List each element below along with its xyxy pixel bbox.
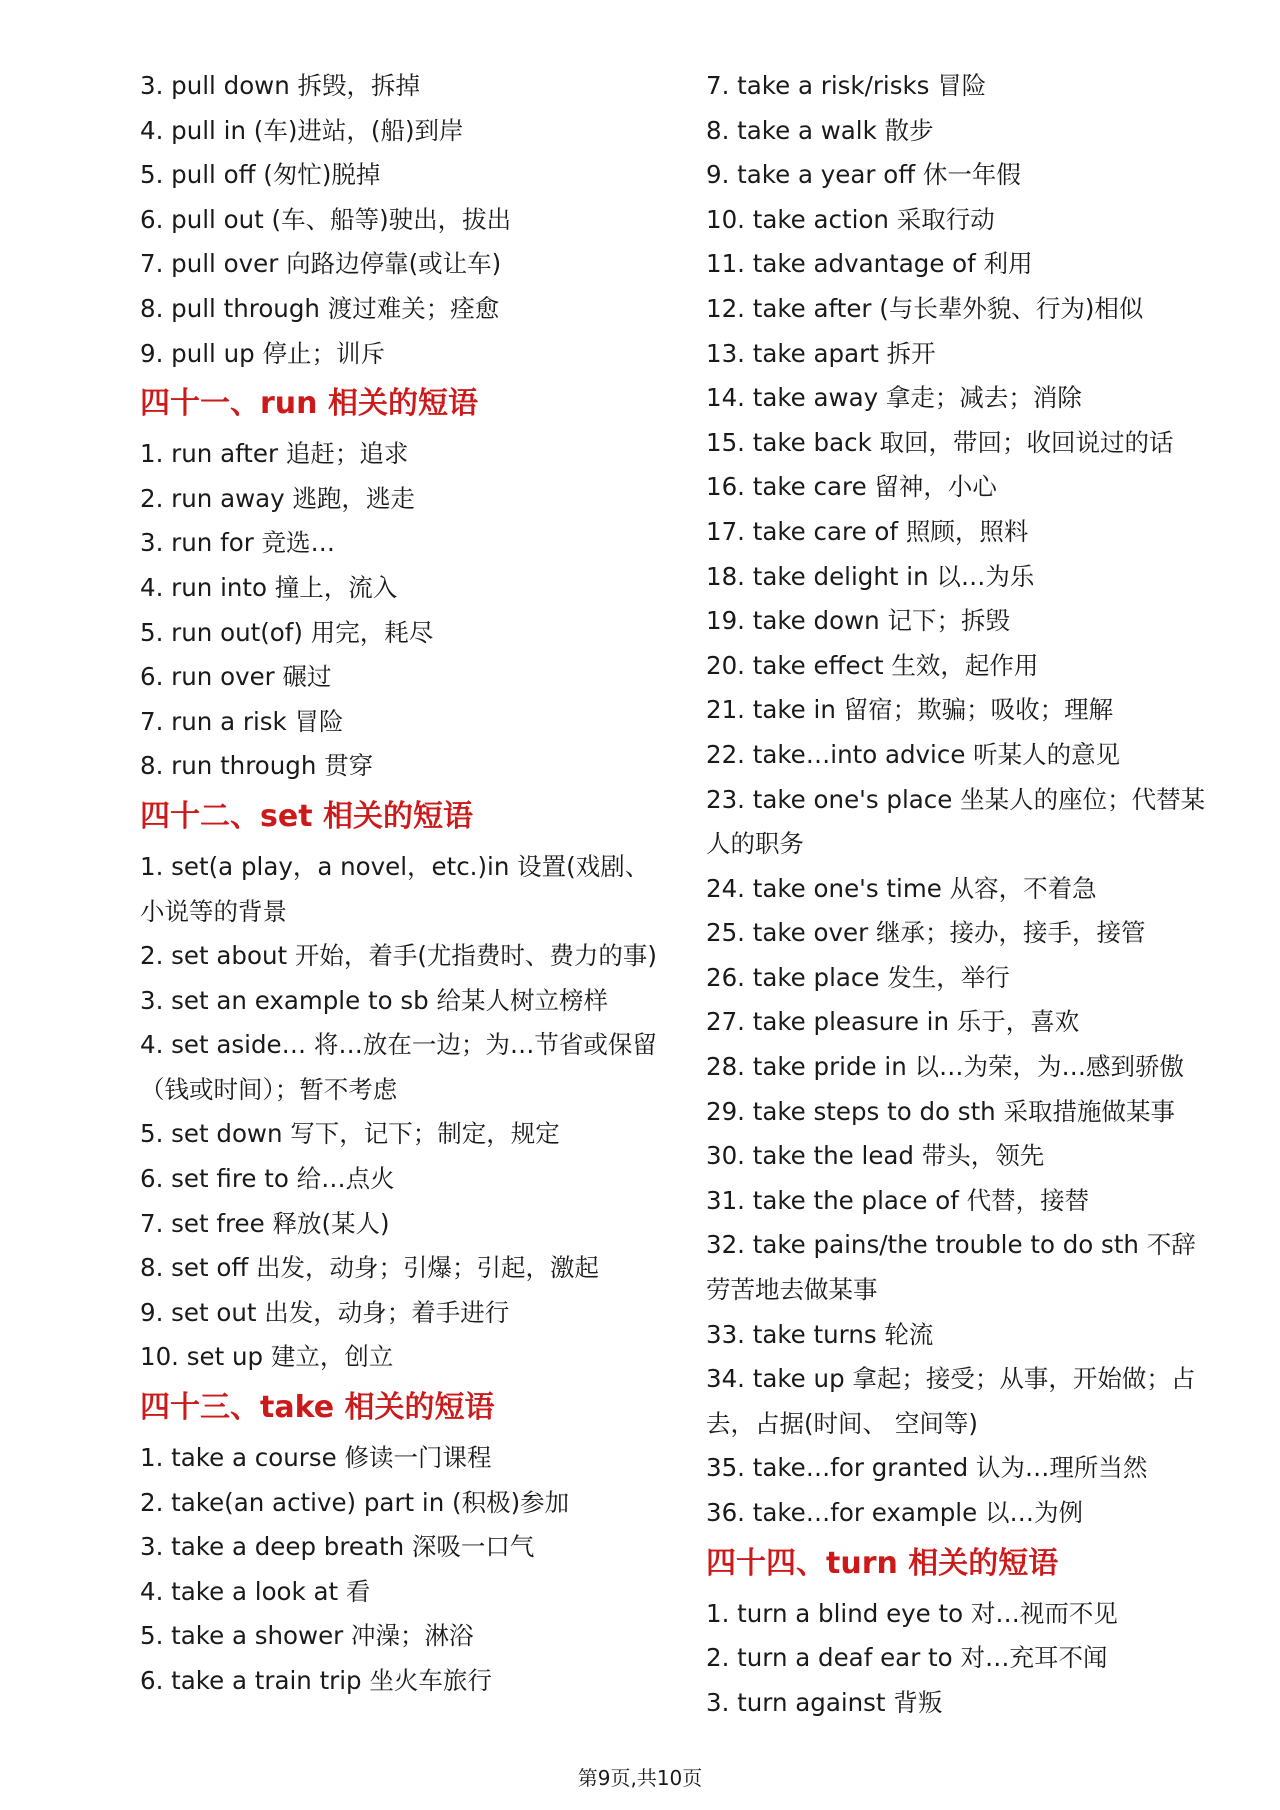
phrase-item: 6. run over 碾过: [140, 662, 332, 692]
section-heading: 四十三、take 相关的短语: [140, 1390, 495, 1426]
phrase-item: 21. take in 留宿；欺骗；吸收；理解: [706, 695, 1114, 725]
phrase-item: 3. run for 竞选…: [140, 528, 336, 558]
phrase-item: 29. take steps to do sth 采取措施做某事: [706, 1096, 1175, 1126]
phrase-item: 9. pull up 停止；训斥: [140, 338, 386, 368]
phrase-item: 8. set off 出发，动身；引爆；引起，激起: [140, 1253, 600, 1283]
section-heading: 四十一、run 相关的短语: [140, 386, 478, 422]
phrase-item: 5. run out(of) 用完，耗尽: [140, 617, 434, 647]
page-footer: 第9页,共10页: [577, 1766, 703, 1790]
phrase-item: 1. run after 追赶；追求: [140, 439, 409, 469]
phrase-item: 6. take a train trip 坐火车旅行: [140, 1666, 492, 1695]
phrase-item: 13. take apart 拆开: [706, 338, 936, 368]
phrase-item: 20. take effect 生效，起作用: [706, 650, 1039, 680]
phrase-item: 22. take…into advice 听某人的意见: [706, 739, 1121, 769]
phrase-item: 2. turn a deaf ear to 对…充耳不闻: [706, 1643, 1108, 1673]
phrase-item: 28. take pride in 以…为荣，为…感到骄傲: [706, 1052, 1185, 1082]
phrase-item: 19. take down 记下；拆毁: [706, 606, 1010, 636]
phrase-item: 1. turn a blind eye to 对…视而不见: [706, 1598, 1118, 1628]
phrase-item: 3. turn against 背叛: [706, 1687, 943, 1717]
right-column: [706, 64, 1206, 1725]
section-heading: 四十二、set 相关的短语: [140, 798, 473, 834]
phrase-item: 18. take delight in 以…为乐: [706, 561, 1035, 591]
phrase-item: 30. take the lead 带头，领先: [706, 1141, 1045, 1171]
phrase-item: 16. take care 留神，小心: [706, 472, 997, 502]
phrase-item: 3. set an example to sb 给某人树立榜样: [140, 985, 608, 1015]
phrase-item: 9. take a year off 休一年假: [706, 160, 1021, 190]
phrase-item: 5. set down 写下，记下；制定，规定: [140, 1119, 560, 1149]
phrase-item: 7. run a risk 冒险: [140, 706, 344, 736]
phrase-item: 6. set fire to 给…点火: [140, 1164, 395, 1194]
phrase-item: 1. set(a play，a novel，etc.)in 设置(戏剧、小说等的背景: [140, 851, 650, 926]
phrase-item: 32. take pains/the trouble to do sth 不辞劳苦地去做某事: [706, 1230, 1196, 1305]
phrase-item: 2. set about 开始，着手(尤指费时、费力的事): [140, 941, 657, 971]
phrase-item: 2. run away 逃跑，逃走: [140, 483, 415, 513]
phrase-item: 3. pull down 拆毁，拆掉: [140, 71, 421, 100]
phrase-item: 7. pull over 向路边停靠(或让车): [140, 249, 502, 279]
phrase-item: 10. set up 建立，创立: [140, 1342, 394, 1372]
phrase-item: 1. take a course 修读一门课程: [140, 1443, 492, 1473]
phrase-item: 7. set free 释放(某人): [140, 1208, 390, 1238]
phrase-item: 4. run into 撞上，流入: [140, 572, 398, 602]
phrase-item: 2. take(an active) part in (积极)参加: [140, 1487, 570, 1517]
phrase-item: 25. take over 继承；接办，接手，接管: [706, 918, 1146, 948]
phrase-item: 26. take place 发生，举行: [706, 962, 1010, 992]
phrase-item: 34. take up 拿起；接受；从事，开始做；占去，占据(时间、 空间等): [706, 1364, 1196, 1438]
phrase-item: 5. take a shower 冲澡；淋浴: [140, 1621, 474, 1651]
phrase-item: 9. set out 出发，动身；着手进行: [140, 1297, 510, 1327]
phrase-item: 24. take one's time 从容，不着急: [706, 873, 1097, 903]
left-column: [140, 64, 670, 1704]
phrase-item: 8. run through 贯穿: [140, 751, 374, 781]
phrase-item: 15. take back 取回，带回；收回说过的话: [706, 427, 1174, 457]
phrase-item: 14. take away 拿走；减去；消除: [706, 383, 1082, 413]
phrase-item: 4. take a look at 看: [140, 1576, 371, 1606]
phrase-item: 8. pull through 渡过难关；痊愈: [140, 293, 500, 323]
phrase-item: 7. take a risk/risks 冒险: [706, 71, 987, 100]
phrase-item: 36. take…for example 以…为例: [706, 1498, 1083, 1527]
phrase-item: 33. take turns 轮流: [706, 1319, 934, 1349]
phrase-item: 5. pull off (匆忙)脱掉: [140, 160, 381, 190]
phrase-item: 6. pull out (车、船等)驶出，拔出: [140, 204, 512, 234]
phrase-item: 12. take after (与长辈外貌、行为)相似: [706, 293, 1144, 323]
phrase-item: 3. take a deep breath 深吸一口气: [140, 1532, 535, 1562]
phrase-item: 23. take one's place 坐某人的座位；代替某人的职务: [706, 784, 1206, 859]
phrase-item: 31. take the place of 代替，接替: [706, 1185, 1090, 1215]
phrase-item: 11. take advantage of 利用: [706, 249, 1033, 279]
phrase-item: 4. set aside… 将…放在一边；为…节省或保留（钱或时间）；暂不考虑: [140, 1030, 657, 1104]
phrase-item: 27. take pleasure in 乐于，喜欢: [706, 1007, 1080, 1037]
section-heading: 四十四、turn 相关的短语: [706, 1545, 1059, 1581]
phrase-item: 8. take a walk 散步: [706, 115, 934, 145]
phrase-item: 10. take action 采取行动: [706, 204, 995, 234]
phrase-item: 4. pull in (车)进站，(船)到岸: [140, 115, 464, 145]
phrase-item: 35. take…for granted 认为…理所当然: [706, 1453, 1148, 1483]
phrase-item: 17. take care of 照顾，照料: [706, 516, 1029, 546]
